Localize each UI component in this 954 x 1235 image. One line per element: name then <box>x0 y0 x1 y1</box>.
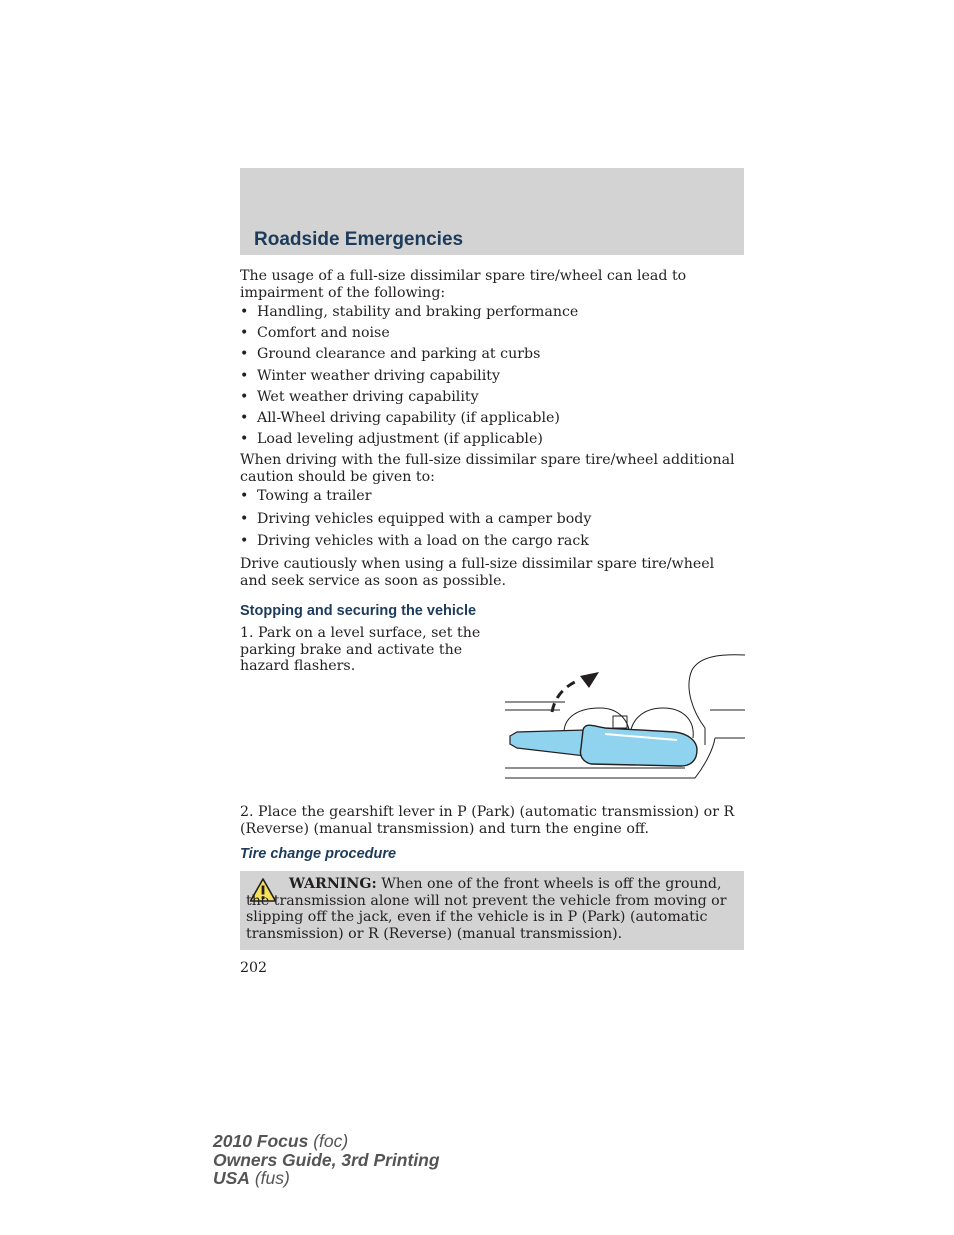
section-header-band <box>240 168 744 255</box>
warning-label: WARNING: <box>289 876 377 892</box>
footer-region: USA <box>213 1168 250 1188</box>
footer-guide: Owners Guide, 3rd Printing <box>213 1149 440 1170</box>
tire-change-heading: Tire change procedure <box>240 846 397 862</box>
warning-body: When one of the front wheels is off the ground, the transmission alone will not prevent the vehicle from moving or slipping off the jack, even if the vehicle is in P (Park) (automatic transmission) or R (Reverse) (manual transmission). <box>246 876 727 942</box>
footer-region-code: (fus) <box>254 1168 290 1188</box>
footer-model-code: (foc) <box>313 1131 349 1151</box>
parking-brake-illustration <box>505 650 745 782</box>
page-number: 202 <box>240 960 268 976</box>
caution-intro-paragraph: When driving with the full-size dissimilar spare tire/wheel additional caution should be given to: <box>240 452 735 485</box>
list-item: • Wet weather driving capability <box>240 389 479 405</box>
warning-text <box>246 876 736 942</box>
warning-box <box>240 871 744 950</box>
drive-note-paragraph: Drive cautiously when using a full-size dissimilar spare tire/wheel and seek service as soon as possible. <box>240 556 715 589</box>
step-1-paragraph: 1. Park on a level surface, set the parking brake and activate the hazard flashers. <box>240 625 481 674</box>
section-title: Roadside Emergencies <box>254 229 464 250</box>
stopping-heading: Stopping and securing the vehicle <box>240 603 477 619</box>
document-footer <box>213 1132 440 1188</box>
list-item: • Driving vehicles equipped with a camper body <box>240 511 592 527</box>
list-item: • Comfort and noise <box>240 325 390 341</box>
footer-model: 2010 Focus <box>213 1131 309 1151</box>
step-2-paragraph: 2. Place the gearshift lever in P (Park) (automatic transmission) or R (Reverse) (manual transmission) and turn the engine off. <box>240 804 735 837</box>
list-item: • Towing a trailer <box>240 488 372 504</box>
list-item: • Winter weather driving capability <box>240 368 500 384</box>
list-item: • Load leveling adjustment (if applicable) <box>240 431 543 447</box>
intro-paragraph: The usage of a full-size dissimilar spare tire/wheel can lead to impairment of the following: <box>240 268 687 301</box>
list-item: • Driving vehicles with a load on the cargo rack <box>240 533 589 549</box>
list-item: • Ground clearance and parking at curbs <box>240 346 541 362</box>
list-item: • All-Wheel driving capability (if applicable) <box>240 410 560 426</box>
list-item: • Handling, stability and braking performance <box>240 304 579 320</box>
